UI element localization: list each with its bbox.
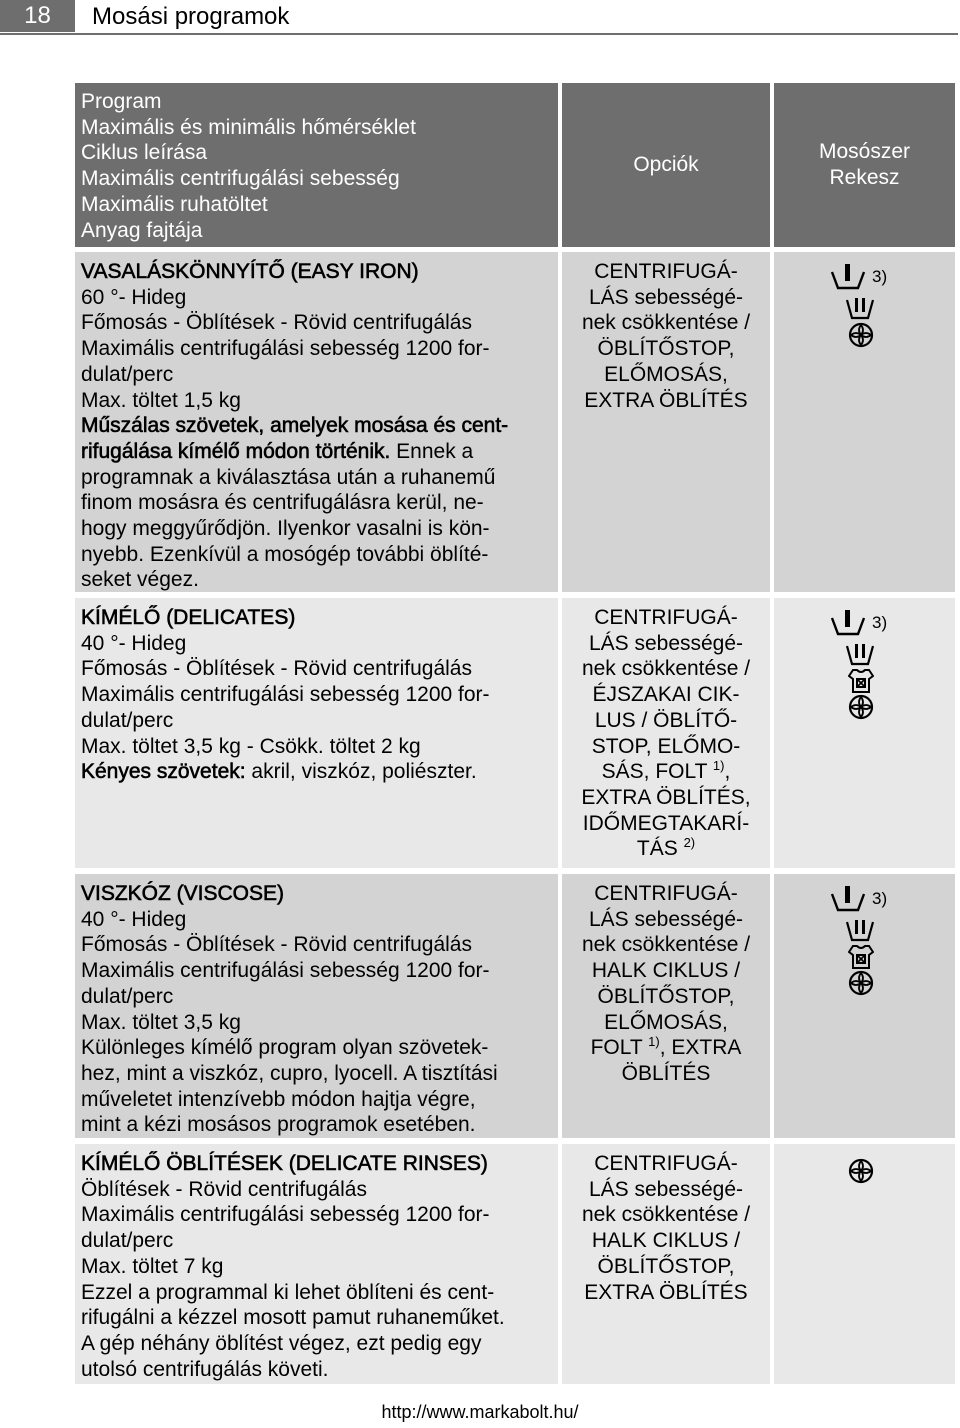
program-spin: dulat/perc [81,708,174,732]
header-detergent-line: Rekesz [829,166,900,189]
option-line: LUS / ÖBLÍTŐ- [594,708,738,732]
option-text: SÁS, FOLT [601,760,708,784]
program-spin: Maximális centrifugálási sebesség 1200 for- [81,1203,490,1227]
option-text: FOLT [590,1036,643,1060]
prewash-compartment-icon [830,610,866,636]
option-line: ÖBLÍTÉS [621,1061,711,1085]
program-description: nyebb. Ezenkívül a mosógép további öblíté- [81,542,489,566]
program-description: programnak a kiválasztása után a ruhanemű [81,465,496,489]
prewash-compartment-icon [830,264,866,290]
header-program-line: Program [81,90,162,113]
program-description: Ezzel a programmal ki lehet öblíteni és cent- [81,1280,495,1304]
option-line: CENTRIFUGÁ- [594,1152,738,1175]
program-cell [75,252,558,592]
stain-compartment-icon [848,668,874,694]
option-line: nek csökkentése / [581,311,751,335]
program-temperature: 60 °- Hideg [81,285,187,309]
program-cell [75,874,558,1138]
option-line: ELŐMOSÁS, [604,1010,728,1034]
options-cell [562,252,770,592]
program-name: KÍMÉLŐ ÖBLÍTÉSEK (DELICATE RINSES) [81,1152,488,1175]
footnote-ref: 3) [872,613,888,632]
options-cell [562,1144,770,1384]
program-description-text: Ennek a [390,439,474,463]
program-name: KÍMÉLŐ (DELICATES) [81,606,296,629]
header-options [562,83,770,247]
program-description: rifugálni a kézzel mosott pamut ruhaneműket. [81,1306,505,1330]
option-line: nek csökkentése / [581,933,751,957]
program-fabric: Műszálas szövetek, amelyek mosása és cent- [81,414,509,438]
main-wash-compartment-icon [846,642,874,666]
detergent-cell [774,874,955,1138]
program-cycle: Főmosás - Öblítések - Rövid centrifugálás [81,311,472,335]
footnote-ref: 3) [872,267,888,286]
footnote-ref: 3) [872,889,888,908]
page-title: Mosási programok [92,3,290,30]
main-wash-compartment-icon [846,296,874,320]
program-spin: Maximális centrifugálási sebesség 1200 for- [81,337,490,361]
program-description: hez, mint a viszkóz, cupro, lyocell. A tisztítási [81,1061,498,1085]
header-detergent-line: Mosószer [818,140,911,164]
option-line: ELŐMOSÁS, [604,362,728,386]
option-line: CENTRIFUGÁ- [594,260,738,283]
program-description: seket végez. [81,568,199,592]
header-program-line: Ciklus leírása [81,141,208,165]
program-spin: dulat/perc [81,362,174,386]
header-program-line: Anyag fajtája [81,218,203,242]
option-line: HALK CIKLUS / [591,959,741,983]
options-cell [562,598,770,868]
program-spin: dulat/perc [81,1229,174,1253]
program-spin: Maximális centrifugálási sebesség 1200 for- [81,959,490,983]
detergent-cell [774,598,955,868]
detergent-cell [774,252,955,592]
option-line: EXTRA ÖBLÍTÉS [584,1280,748,1304]
program-fabric: rifugálása kímélő módon történik. [81,439,391,463]
option-line: CENTRIFUGÁ- [594,606,738,629]
option-text: , [724,760,731,784]
program-load: Max. töltet 3,5 kg [81,1010,241,1034]
prewash-compartment-icon [830,886,866,912]
softener-compartment-icon [848,322,874,348]
program-description: Különleges kímélő program olyan szövetek- [81,1036,489,1060]
softener-compartment-icon [848,694,874,720]
option-line: STOP, ELŐMO- [591,734,741,758]
options-cell [562,874,770,1138]
program-cycle: Főmosás - Öblítések - Rövid centrifugálás [81,933,472,957]
option-text: , EXTRA [659,1036,742,1060]
option-line: LÁS sebességé- [588,285,744,309]
program-temperature: 40 °- Hideg [81,907,187,931]
option-line: ÖBLÍTŐSTOP, [597,984,735,1008]
footnote-ref: 1) [712,758,725,774]
program-load: Max. töltet 3,5 kg - Csökk. töltet 2 kg [81,734,421,758]
option-text: TÁS [636,837,678,861]
option-line: LÁS sebességé- [588,907,744,931]
softener-compartment-icon [848,1158,874,1184]
option-line: LÁS sebességé- [588,1177,744,1201]
header-program-line: Maximális ruhatöltet [81,192,268,216]
program-name: VISZKÓZ (VISCOSE) [81,882,285,905]
option-line [562,759,770,785]
program-name: VASALÁSKÖNNYÍTŐ (EASY IRON) [81,260,419,283]
option-line: nek csökkentése / [581,1203,751,1227]
program-cycle: Főmosás - Öblítések - Rövid centrifugálás [81,657,472,681]
program-load: Max. töltet 7 kg [81,1254,224,1278]
program-temperature: 40 °- Hideg [81,631,187,655]
option-line: CENTRIFUGÁ- [594,882,738,905]
program-description: utolsó centrifugálás követi. [81,1357,329,1381]
option-line [562,836,770,862]
program-description: mint a kézi mosásos programok esetében. [81,1113,476,1137]
footnote-ref: 2) [683,835,696,851]
detergent-cell [774,1144,955,1384]
program-cell [75,1144,558,1384]
page-number: 18 [0,0,75,32]
header-detergent [774,83,955,247]
program-cycle: Öblítések - Rövid centrifugálás [81,1177,367,1201]
program-load: Max. töltet 1,5 kg [81,388,241,412]
program-description: hogy meggyűrődjön. Ilyenkor vasalni is kön- [81,517,490,541]
program-spin: Maximális centrifugálási sebesség 1200 for- [81,683,490,707]
footnote-ref: 1) [648,1034,660,1050]
option-line: EXTRA ÖBLÍTÉS, [581,785,751,809]
header-program-line: Maximális és minimális hőmérséklet [81,115,416,139]
program-description [81,439,552,465]
stain-compartment-icon [848,944,874,970]
header-program [75,83,558,247]
program-description: A gép néhány öblítést végez, ezt pedig egy [81,1331,482,1355]
header-program-line: Maximális centrifugálási sebesség [81,167,400,191]
program-description [81,759,552,785]
program-cell [75,598,558,868]
header-divider [0,33,958,35]
footer-url[interactable]: http://www.markabolt.hu/ [381,1402,579,1422]
header-options-label: Opciók [633,153,699,177]
option-line: ÖBLÍTŐSTOP, [597,337,735,361]
program-fabric: Kényes szövetek: [81,760,246,784]
option-line: HALK CIKLUS / [591,1229,741,1253]
option-line: EXTRA ÖBLÍTÉS [584,388,748,412]
main-wash-compartment-icon [846,918,874,942]
option-line: LÁS sebességé- [588,631,744,655]
option-line: ÖBLÍTŐSTOP, [597,1254,735,1278]
option-line: ÉJSZAKAI CIK- [592,683,740,707]
program-spin: dulat/perc [81,984,174,1008]
option-line [562,1035,770,1061]
program-description-text: akril, viszkóz, poliészter. [245,760,477,784]
option-line: nek csökkentése / [581,657,751,681]
program-description: műveletet intenzívebb módon hajtja végre, [81,1087,476,1111]
program-description: finom mosásra és centrifugálásra kerül, ne- [81,491,484,515]
option-line: IDŐMEGTAKARÍ- [582,811,750,835]
softener-compartment-icon [848,970,874,996]
